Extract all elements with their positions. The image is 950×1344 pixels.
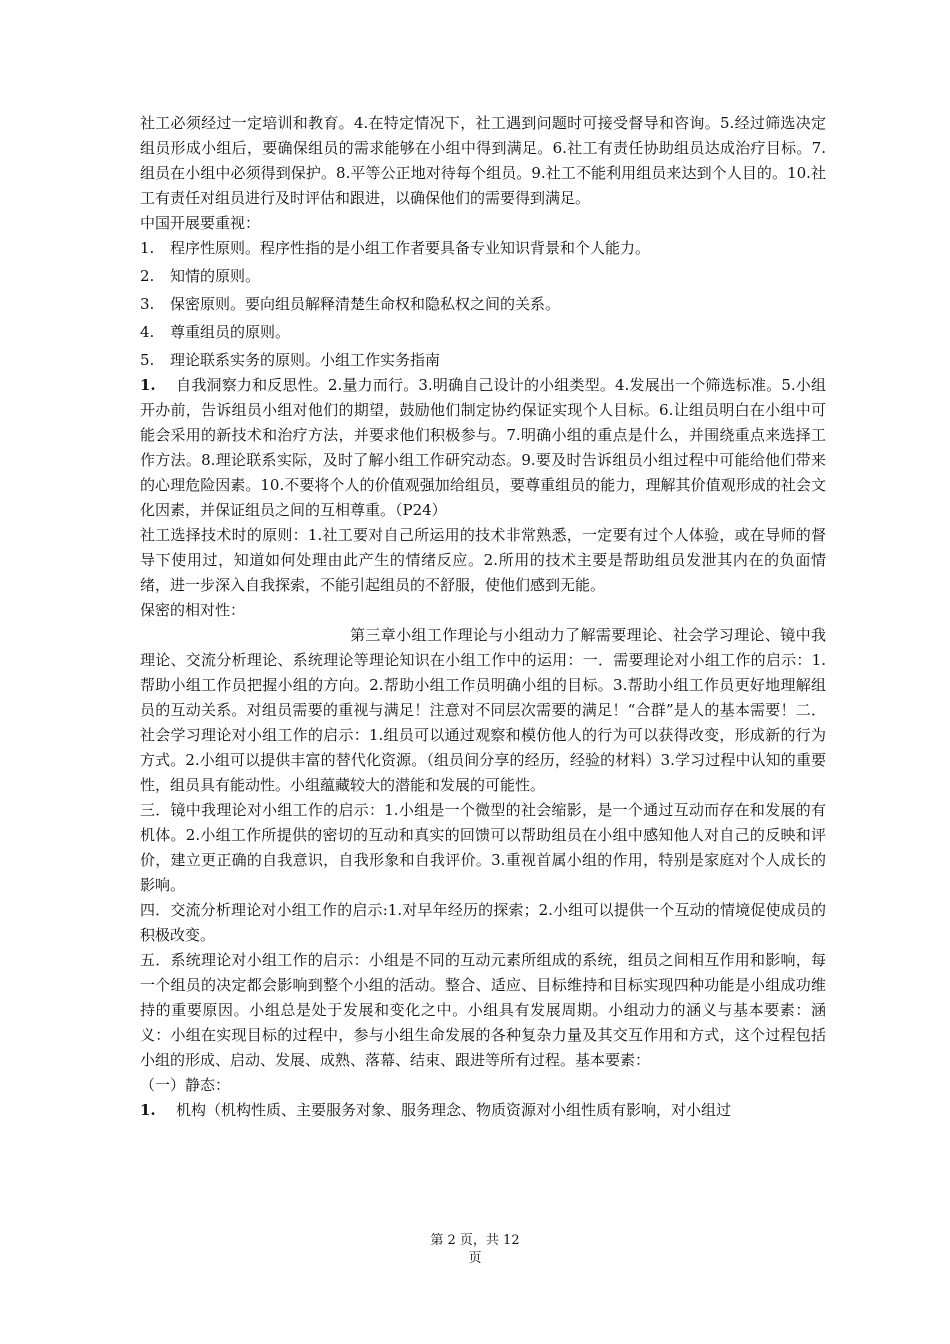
- paragraph-chapter-three: 第三章小组工作理论与小组动力了解需要理论、社会学习理论、镜中我理论、交流分析理论、系统理论等理论知识在小组工作中的运用：一．需要理论对小组工作的启示：1.帮助小组工作员把握小组的方向。2.帮助小组工作员明确小组的目标。3.帮助小组工作员更好地理解组员的互动关系。对组员需要的重视与满足！注意对不同层次需要的满足！“合群”是人的基本需要！二．社会学习理论对小组工作的启示：1.组员可以通过观察和模仿他人的行为可以获得改变，形成新的行为方式。2.小组可以提供丰富的替代化资源。（组员间分享的经历，经验的材料）3.学习过程中认知的重要性，组员具有能动性。小组蕴藏较大的潜能和发展的可能性。: [140, 626, 826, 794]
- list-item: [140, 1098, 826, 1123]
- guide-text: 自我洞察力和反思性。2.量力而行。3.明确自己设计的小组类型。4.发展出一个筛选标准。5.小组开办前，告诉组员小组对他们的期望，鼓励他们制定协约保证实现个人目标。6.让组员明白在小组中可能会采用的新技术和治疗方法，并要求他们积极参与。7.明确小组的重点是什么，并围绕重点来选择工作方法。8.理论联系实际，及时了解小组工作研究动态。9.要及时告诉组员小组过程中可能给他们带来的心理危险因素。10.不要将个人的价值观强加给组员，要尊重组员的能力，理解其价值观形成的社会文化因素，并保证组员之间的互相尊重。（P24）: [140, 376, 826, 519]
- list-text: 尊重组员的原则。: [170, 323, 291, 341]
- paragraph-static-heading: （一）静态：: [140, 1076, 231, 1094]
- list-text: 程序性原则。程序性指的是小组工作者要具备专业知识背景和个人能力。: [170, 239, 651, 257]
- paragraph-social-worker-ethics: 社工必须经过一定培训和教育。4.在特定情况下，社工遇到问题时可接受督导和咨询。5.经过筛选决定组员形成小组后，要确保组员的需求能够在小组中得到满足。6.社工有责任协助组员达成治疗目标。7.组员在小组中必须得到保护。8.平等公正地对待每个组员。9.社工不能利用组员来达到个人目的。10.社工有责任对组员进行及时评估和跟进，以确保他们的需要得到满足。: [140, 114, 826, 207]
- list-text: 机构（机构性质、主要服务对象、服务理念、物质资源对小组性质有影响，对小组过: [176, 1101, 732, 1119]
- paragraph-looking-glass-theory: 三．镜中我理论对小组工作的启示：1.小组是一个微型的社会缩影，是一个通过互动而存在和发展的有机体。2.小组工作所提供的密切的互动和真实的回馈可以帮助组员在小组中感知他人对自己的反映和评价，建立更正确的自我意识，自我形象和自我评价。3.重视首属小组的作用，特别是家庭对个人成长的影响。: [140, 801, 826, 894]
- page-number-line2: 页: [468, 1251, 482, 1266]
- page-footer: [0, 1232, 950, 1268]
- list-number: 1.: [140, 239, 155, 257]
- list-number: 3.: [140, 295, 155, 313]
- list-text: 理论联系实务的原则。小组工作实务指南: [170, 351, 441, 369]
- list-text: 保密原则。要向组员解释清楚生命权和隐私权之间的关系。: [170, 295, 561, 313]
- paragraph-technique-principles: 社工选择技术时的原则：1.社工要对自己所运用的技术非常熟悉，一定要有过个人体验，或在导师的督导下使用过，知道如何处理由此产生的情绪反应。2.所用的技术主要是帮助组员发泄其内在的负面情绪，进一步深入自我探索，不能引起组员的不舒服，使他们感到无能。: [140, 526, 826, 594]
- list-text: 知情的原则。: [170, 267, 261, 285]
- list-item: [140, 264, 826, 289]
- paragraph-practice-guide: [140, 373, 826, 523]
- body-text: [140, 111, 826, 1123]
- list-item: [140, 320, 826, 345]
- paragraph-confidentiality: 保密的相对性：: [140, 601, 246, 619]
- list-number: 1.: [140, 1101, 156, 1119]
- list-item: [140, 236, 826, 261]
- list-number: 5.: [140, 351, 155, 369]
- page-number-line1: 第 2 页，共 12: [430, 1233, 520, 1248]
- paragraph-systems-theory: 五．系统理论对小组工作的启示：小组是不同的互动元素所组成的系统，组员之间相互作用和影响，每一个组员的决定都会影响到整个小组的活动。整合、适应、目标维持和目标实现四种功能是小组成功维持的重要原因。小组总是处于发展和变化之中。小组具有发展周期。小组动力的涵义与基本要素：涵义：小组在实现目标的过程中，参与小组生命发展的各种复杂力量及其交互作用和方式，这个过程包括小组的形成、启动、发展、成熟、落幕、结束、跟进等所有过程。基本要素：: [140, 951, 826, 1069]
- paragraph-china-heading: 中国开展要重视：: [140, 214, 261, 232]
- list-number: 2.: [140, 267, 155, 285]
- paragraph-transactional-analysis: 四．交流分析理论对小组工作的启示:1.对早年经历的探索；2.小组可以提供一个互动的情境促使成员的积极改变。: [140, 901, 826, 944]
- list-item: [140, 292, 826, 317]
- list-number: 4.: [140, 323, 155, 341]
- list-item: [140, 348, 826, 373]
- guide-number: 1.: [140, 376, 156, 394]
